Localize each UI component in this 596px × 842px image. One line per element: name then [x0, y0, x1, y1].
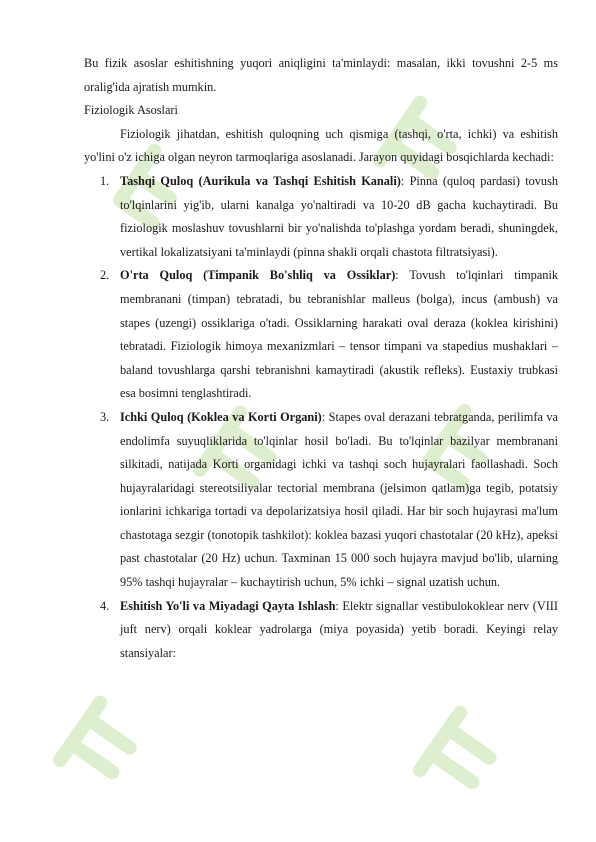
list-number: 3. [100, 409, 110, 424]
intro-paragraph: Bu fizik asoslar eshitishning yuqori aniqligini ta'minlaydi: masalan, ikki tovushni 2-5 ms oralig'ida ajratish mumkin. [84, 56, 558, 94]
list-item-title: O'rta Quloq (Timpanik Bo'shliq va Ossiklar) [120, 268, 396, 283]
watermark-mark [60, 703, 141, 789]
document-body [84, 52, 558, 665]
list-number: 2. [100, 268, 110, 283]
list-item [84, 406, 558, 595]
list-item [84, 264, 558, 406]
list-item-text: : Elektr signallar vestibulokoklear nerv (VIII juft nerv) orqali koklear yadrolarga (miya poyasida) yetib boradi. Keyingi relay stansiyalar: [120, 598, 558, 660]
numbered-list [84, 170, 558, 665]
list-item-title: Eshitish Yo'li va Miyadagi Qayta Ishlash [120, 598, 336, 613]
list-number: 1. [100, 173, 110, 188]
section-heading: Fiziologik Asoslari [84, 103, 178, 118]
list-item-text: : Tovush to'lqinlari timpanik membranani (timpan) tebratadi, bu tebranishlar malleus (bolga), incus (ambush) va stapes (uzengi) ossiklariga o'tadi. Ossiklarning harakati oval deraza (koklea kirishini) tebratadi. Fiziologik himoya mexanizmlari – tensor timpani va stapedius mushaklari – baland tovushlarga qarshi tebranishni kamaytiradi (akustik refleks). Eustaxiy trubkasi esa bosimni tenglashtiradi. [120, 268, 559, 401]
watermark-mark [420, 713, 501, 799]
list-number: 4. [100, 598, 110, 613]
list-item-title: Ichki Quloq (Koklea va Korti Organi) [120, 409, 322, 424]
list-item-text: : Stapes oval derazani tebratganda, perilimfa va endolimfa suyuqliklarida to'lqinlar hosil bo'ladi. Bu to'lqinlar bazilyar membranani silkitadi, natijada Korti organidagi ichki va tashqi soch hujayralari faollashadi. Soch hujayralaridagi stereotsiliyalar tectorial membrana (jelsimon qatlam)ga tegib, potatsiy ionlarini ichkariga tortadi va depolarizatsiya hosil qiladi. Har bir soch hujayrasi ma'lum chastotaga sezgir (tonotopik tashkilot): koklea bazasi yuqori chastotalar (20 kHz), apeksi past chastotalar (20 Hz) uchun. Taxminan 15 000 soch hujayra mavjud bo'lib, ularning 95% tashqi hujayralar – kuchaytirish uchun, 5% ichki – signal uzatish uchun. [120, 409, 558, 590]
body-paragraph: Fiziologik jihatdan, eshitish quloqning uch qismiga (tashqi, o'rta, ichki) va eshitish yo'lini o'z ichiga olgan neyron tarmoqlariga asoslanadi. Jarayon quyidagi bosqichlarda kechadi: [84, 126, 558, 165]
list-item-text: : Pinna (quloq pardasi) tovush to'lqinlarini yig'ib, ularni kanalga yo'naltiradi va 10-20 dB gacha kuchaytiradi. Bu fiziologik moslashuv tovushlarni bir yo'nalishda to'plashga yordam beradi, shuningdek, vertikal lokalizatsiyani ta'minlaydi (pinna shakli orqali chastota filtratsiyasi). [120, 173, 559, 259]
list-item [84, 595, 558, 666]
list-item [84, 170, 558, 264]
list-item-title: Tashqi Quloq (Aurikula va Tashqi Eshitish Kanali) [120, 173, 401, 188]
